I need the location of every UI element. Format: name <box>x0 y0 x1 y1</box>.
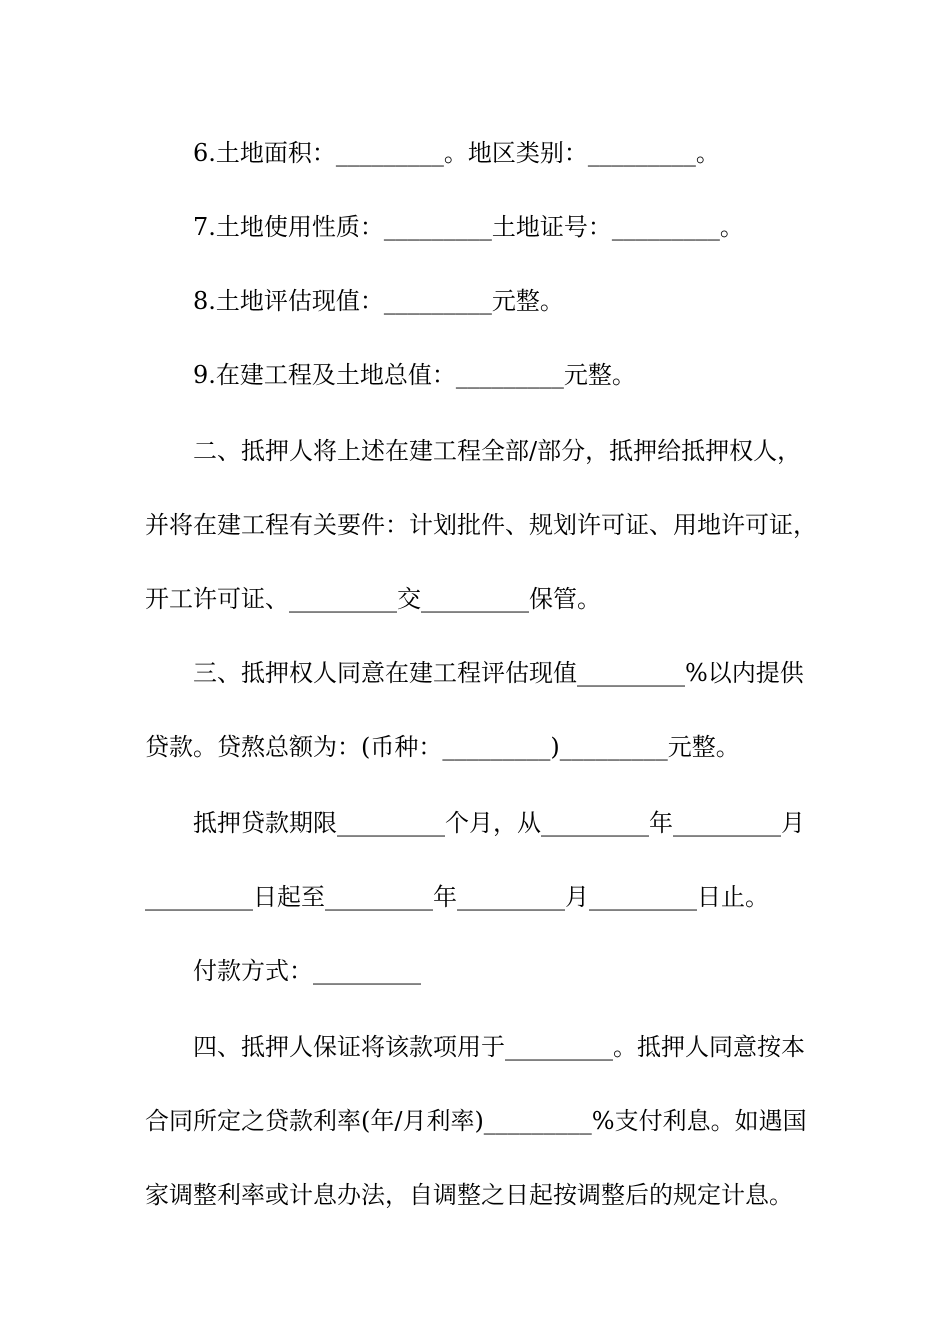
text-line: 四、抵押人保证将该款项用于_________。抵押人同意按本 <box>193 1033 805 1061</box>
text-line: 付款方式：_________ <box>193 957 421 985</box>
text-line: 抵押贷款期限_________个月，从_________年_________月 <box>193 809 805 837</box>
text-line: 并将在建工程有关要件：计划批件、规划许可证、用地许可证， <box>145 511 817 539</box>
text-line: _________日起至_________年_________月_________日止。 <box>145 883 769 911</box>
text-line: 7.土地使用性质：_________土地证号：_________。 <box>193 213 744 241</box>
text-line: 二、抵押人将上述在建工程全部/部分，抵押给抵押权人， <box>193 437 802 465</box>
text-line: 三、抵押权人同意在建工程评估现值_________%以内提供 <box>193 659 804 687</box>
text-line: 贷款。贷熬总额为：(币种：_________)_________元整。 <box>145 733 740 761</box>
text-line: 8.土地评估现值：_________元整。 <box>193 287 564 315</box>
text-line: 家调整利率或计息办法，自调整之日起按调整后的规定计息。 <box>145 1181 793 1209</box>
text-line: 9.在建工程及土地总值：_________元整。 <box>193 361 636 389</box>
text-line: 6.土地面积：_________。地区类别：_________。 <box>193 139 720 167</box>
text-line: 开工许可证、_________交_________保管。 <box>145 585 601 613</box>
text-line: 合同所定之贷款利率(年/月利率)_________%支付利息。如遇国 <box>145 1107 807 1135</box>
